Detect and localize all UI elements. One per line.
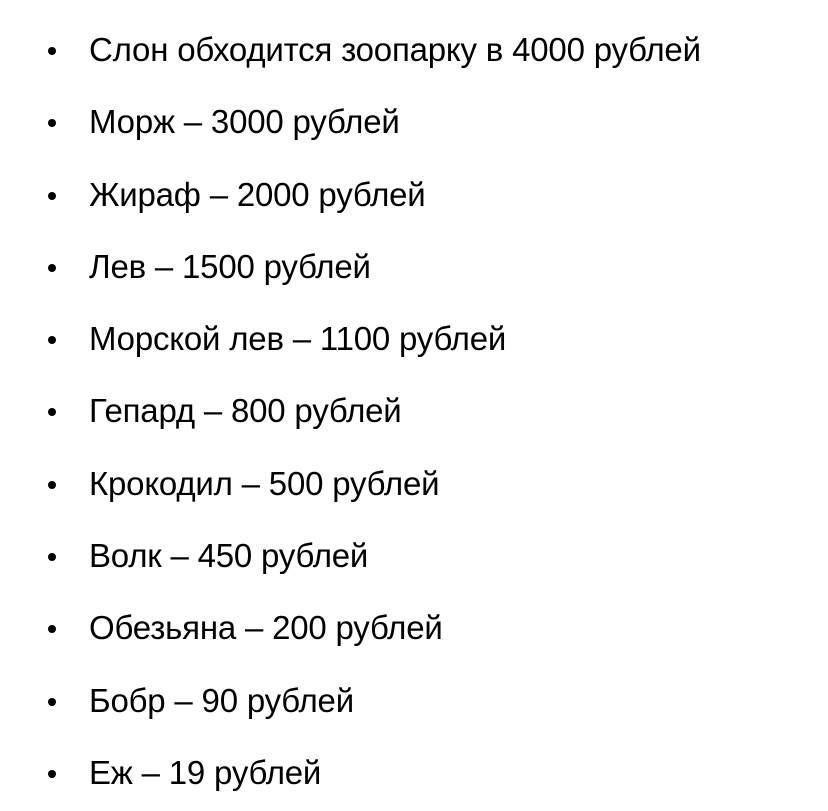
bullet-icon <box>48 481 56 489</box>
list-item-text: Лев – 1500 рублей <box>89 247 371 285</box>
bullet-icon <box>48 192 56 200</box>
list-item-text: Обезьяна – 200 рублей <box>89 609 443 647</box>
list-item-text: Волк – 450 рублей <box>89 537 369 575</box>
list-item-text: Еж – 19 рублей <box>89 753 322 791</box>
list-item-text: Гепард – 800 рублей <box>89 392 402 430</box>
bullet-icon <box>48 336 56 344</box>
list-item-text: Бобр – 90 рублей <box>89 681 354 719</box>
bullet-icon <box>48 553 56 561</box>
list-item-text: Морской лев – 1100 рублей <box>89 320 507 358</box>
bullet-icon <box>48 625 56 633</box>
bullet-icon <box>48 698 56 706</box>
list-item-text: Крокодил – 500 рублей <box>89 464 440 502</box>
list-item-text: Морж – 3000 рублей <box>89 103 400 141</box>
list-item-text: Жираф – 2000 рублей <box>89 175 426 213</box>
bullet-icon <box>48 264 56 272</box>
bullet-icon <box>48 47 56 55</box>
bullet-icon <box>48 770 56 778</box>
list-item-text: Слон обходится зоопарку в 4000 рублей <box>89 31 701 68</box>
bullet-icon <box>48 119 56 127</box>
bullet-icon <box>48 408 56 416</box>
